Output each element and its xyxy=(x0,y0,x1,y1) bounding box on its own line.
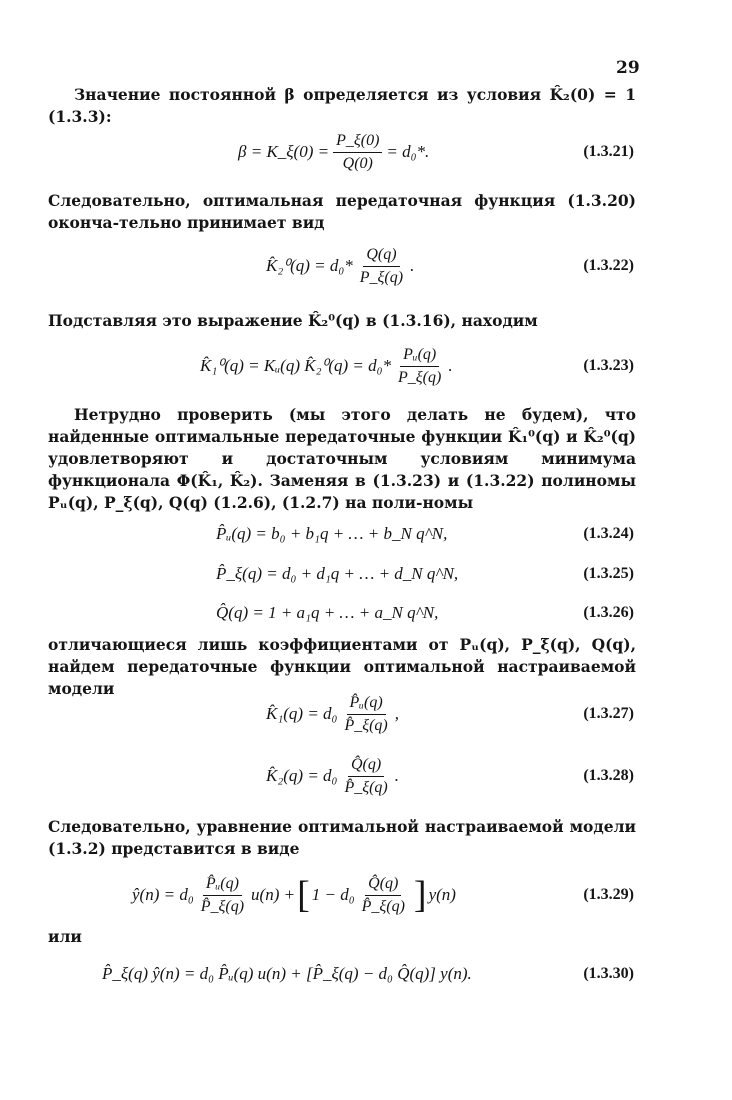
equation-1-3-26 xyxy=(48,593,636,633)
eq23-fraction xyxy=(395,346,444,387)
eq26-text: Q̂(q) = 1 + a₁q + … + a_N q^N, xyxy=(216,603,439,622)
eq29-bracket-close: ] xyxy=(413,874,427,916)
equation-1-3-27 xyxy=(48,694,636,734)
eq23-lhs: K̂₁⁰(q) = Kᵤ(q) K̂₂⁰(q) = d₀* xyxy=(200,356,392,375)
eq29-numerator-1: P̂ᵤ(q) xyxy=(203,875,242,896)
eq28-numerator: Q̂(q) xyxy=(348,756,384,777)
eq27-fraction xyxy=(341,694,390,735)
eq29-bracket-open: [ xyxy=(297,874,310,916)
eq21-denominator: Q(0) xyxy=(342,154,373,172)
eq22-denominator: P_ξ(q) xyxy=(359,268,404,286)
equation-1-3-30 xyxy=(48,954,636,994)
eq27-rhs: , xyxy=(394,704,399,723)
eq29-inner: 1 − d₀ xyxy=(311,885,355,904)
eq29-number: (1.3.29) xyxy=(583,886,634,903)
eq29-denominator-2: P̂_ξ(q) xyxy=(361,897,405,915)
paragraph-5: отличающиеся лишь коэффициентами от Pᵤ(q), P_ξ(q), Q(q), найдем передаточные функции оптимальной настраиваемой модели xyxy=(48,635,636,698)
eq29-lhs: ŷ(n) = d₀ xyxy=(132,885,194,904)
eq29-denominator-1: P̂_ξ(q) xyxy=(200,897,245,915)
paragraph-4: Нетрудно проверить (мы этого делать не будем), что найденные оптимальные передаточные функции K̂₁⁰(q) и K̂₂⁰(q) удовлетворяют и достаточным условиям минимума функционала Φ(K̂₁, K̂₂). Заменяя в (1.3.23) и (1.3.22) полиномы Pᵤ(q), P_ξ(q), Q(q) (1.2.6), (1.2.7) на поли-номы xyxy=(48,405,636,512)
eq26-number: (1.3.26) xyxy=(583,604,634,621)
eq29-mid: u(n) + xyxy=(251,885,296,904)
paragraph-3: Подставляя это выражение K̂₂⁰(q) в (1.3.16), находим xyxy=(48,311,538,330)
eq22-fraction xyxy=(357,246,406,287)
eq30-text: P̂_ξ(q) ŷ(n) = d₀ P̂ᵤ(q) u(n) + [P̂_ξ(q) − d₀ Q̂(q)] y(n). xyxy=(102,964,472,983)
paragraph-2: Следовательно, оптимальная передаточная функция (1.3.20) оконча-тельно принимает вид xyxy=(48,191,636,232)
eq25-text: P̂_ξ(q) = d₀ + d₁q + … + d_N q^N, xyxy=(216,564,459,583)
eq21-number: (1.3.21) xyxy=(583,143,634,160)
eq24-text: P̂ᵤ(q) = b₀ + b₁q + … + b_N q^N, xyxy=(216,524,448,543)
paragraph-7: или xyxy=(48,927,82,946)
paragraph-6: Следовательно, уравнение оптимальной настраиваемой модели (1.3.2) представится в виде xyxy=(48,817,636,858)
equation-1-3-25 xyxy=(48,554,636,594)
eq28-lhs: K̂₂(q) = d₀ xyxy=(266,766,338,785)
eq25-number: (1.3.25) xyxy=(583,565,634,582)
eq27-lhs: K̂₁(q) = d₀ xyxy=(266,704,338,723)
eq29-tail: y(n) xyxy=(428,885,456,904)
eq22-numerator: Q(q) xyxy=(363,246,399,267)
eq30-number: (1.3.30) xyxy=(583,965,634,982)
eq21-fraction xyxy=(333,132,382,173)
eq23-number: (1.3.23) xyxy=(583,357,634,374)
eq29-numerator-2: Q̂(q) xyxy=(365,875,401,896)
equation-1-3-24 xyxy=(48,514,636,554)
eq27-numerator: P̂ᵤ(q) xyxy=(347,694,386,715)
eq28-rhs: . xyxy=(394,766,399,785)
eq27-denominator: P̂_ξ(q) xyxy=(344,716,388,734)
page-number: 29 xyxy=(616,58,640,78)
eq21-numerator: P_ξ(0) xyxy=(333,132,382,153)
equation-1-3-28 xyxy=(48,756,636,796)
eq29-fraction-2 xyxy=(359,875,408,916)
eq22-rhs: . xyxy=(410,256,415,275)
equation-1-3-22 xyxy=(48,246,636,286)
eq24-number: (1.3.24) xyxy=(583,525,634,542)
equation-1-3-23 xyxy=(48,346,636,386)
equation-1-3-21 xyxy=(48,132,636,172)
eq29-fraction-1 xyxy=(198,875,247,916)
eq23-rhs: . xyxy=(448,356,453,375)
eq23-denominator: P_ξ(q) xyxy=(398,368,442,386)
eq22-lhs: K̂₂⁰(q) = d₀* xyxy=(266,256,353,275)
eq28-number: (1.3.28) xyxy=(583,767,634,784)
eq28-fraction xyxy=(341,756,390,797)
eq22-number: (1.3.22) xyxy=(583,257,634,274)
equation-1-3-29 xyxy=(48,872,636,918)
eq21-lhs: β = K_ξ(0) = xyxy=(238,142,330,161)
paragraph-1: Значение постоянной β определяется из условия K̂₂(0) = 1 (1.3.3): xyxy=(48,85,636,126)
eq23-numerator: Pᵤ(q) xyxy=(400,346,439,367)
eq27-number: (1.3.27) xyxy=(583,705,634,722)
eq21-rhs: = d₀*. xyxy=(386,142,430,161)
eq28-denominator: P̂_ξ(q) xyxy=(344,778,388,796)
